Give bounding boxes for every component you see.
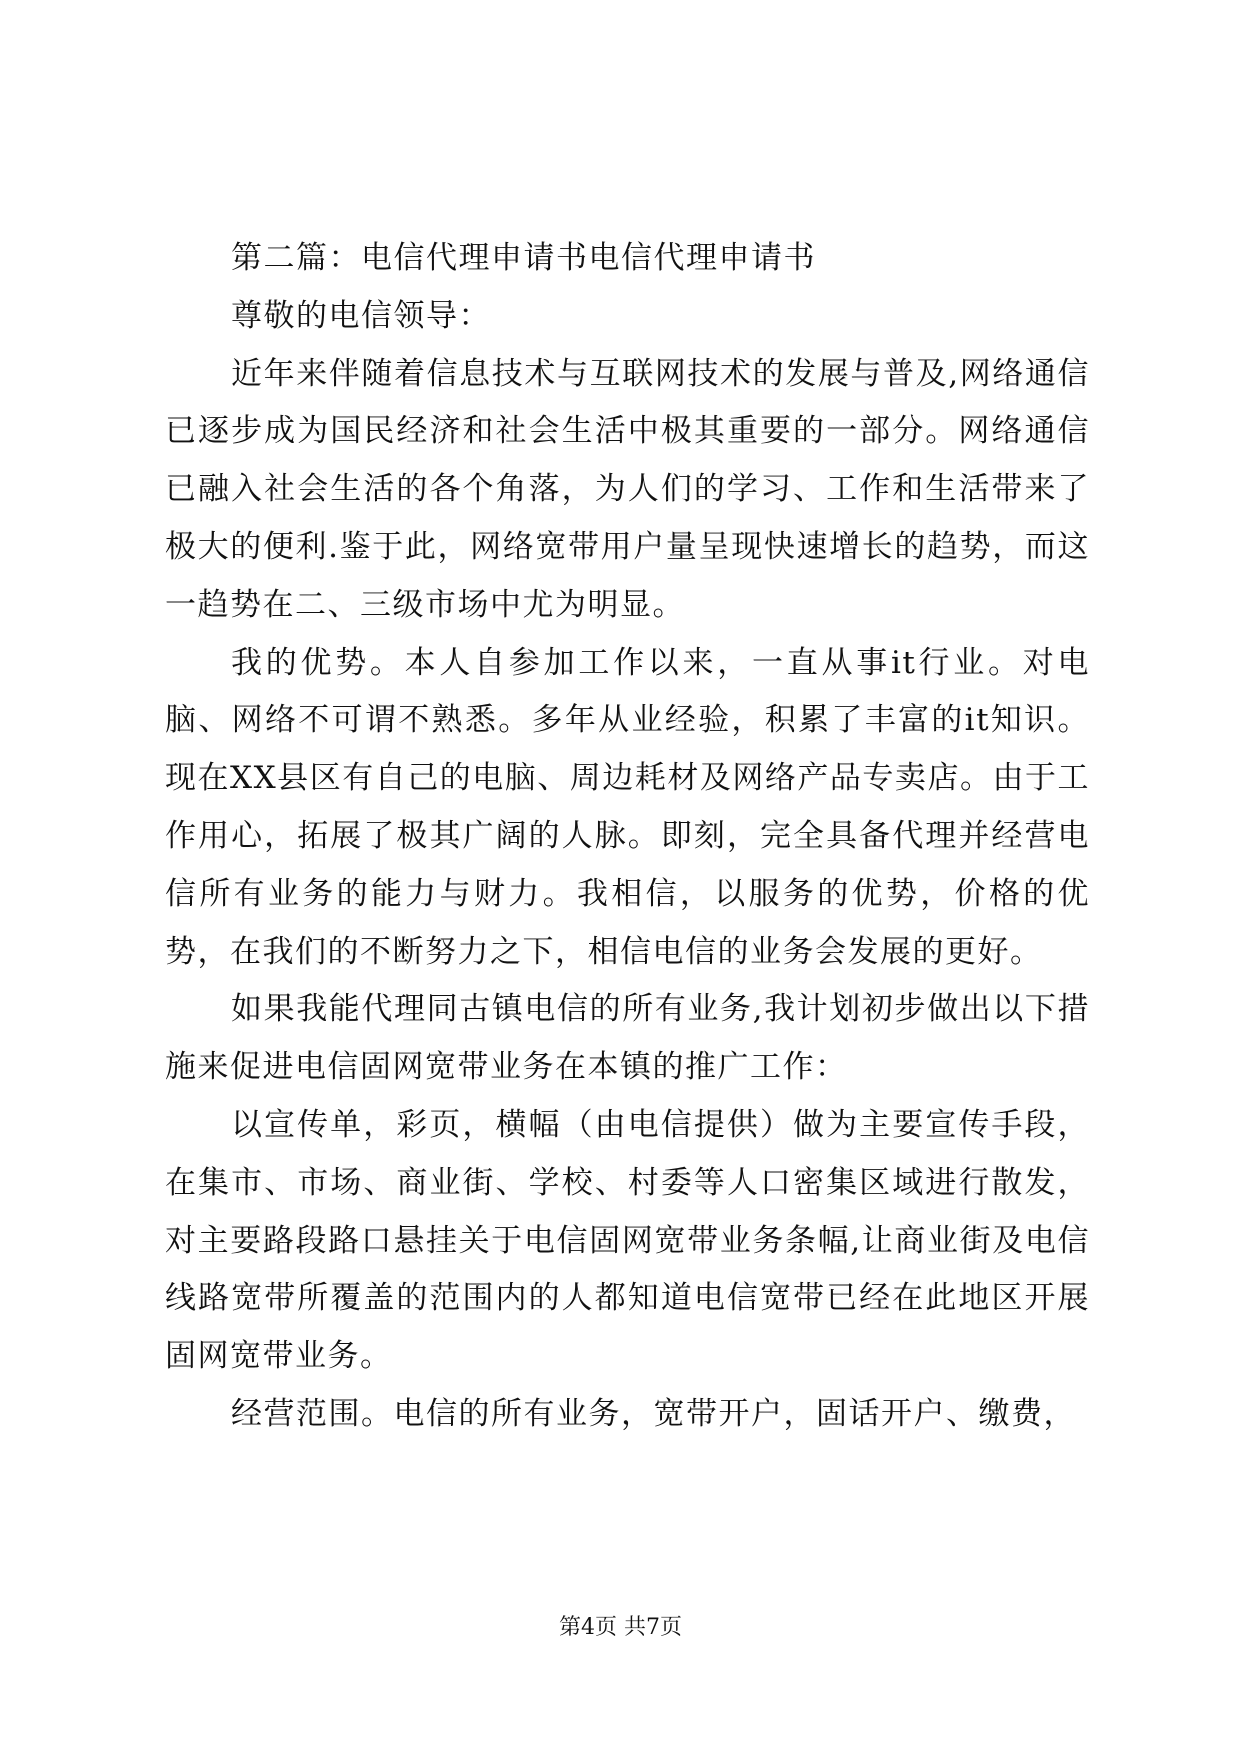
page-number-footer: 第4页 共7页	[559, 1615, 682, 1640]
salutation: 尊敬的电信领导：	[231, 297, 491, 334]
paragraph-plan-intro: 如果我能代理同古镇电信的所有业务,我计划初步做出以下措施来促进电信固网宽带业务在本镇的推广工作：	[165, 991, 1090, 1086]
paragraph-advantages: 我的优势。本人自参加工作以来，一直从事it行业。对电脑、网络不可谓不熟悉。多年从业经验，积累了丰富的it知识。现在XX县区有自己的电脑、周边耗材及网络产品专卖店。由于工作用心，拓展了极其广阔的人脉。即刻，完全具备代理并经营电信所有业务的能力与财力。我相信，以服务的优势，价格的优势，在我们的不断努力之下，相信电信的业务会发展的更好。	[165, 644, 1090, 970]
paragraph-background: 近年来伴随着信息技术与互联网技术的发展与普及,网络通信已逐步成为国民经济和社会生活中极其重要的一部分。网络通信已融入社会生活的各个角落，为人们的学习、工作和生活带来了极大的便利.鉴于此，网络宽带用户量呈现快速增长的趋势，而这一趋势在二、三级市场中尤为明显。	[165, 355, 1090, 623]
document-body	[165, 230, 1090, 1444]
section-heading: 第二篇：电信代理申请书电信代理申请书	[231, 240, 816, 276]
paragraph-promotion: 以宣传单，彩页，横幅（由电信提供）做为主要宣传手段，在集市、市场、商业街、学校、村委等人口密集区域进行散发，对主要路段路口悬挂关于电信固网宽带业务条幅,让商业街及电信线路宽带所覆盖的范围内的人都知道电信宽带已经在此地区开展固网宽带业务。	[165, 1106, 1090, 1375]
paragraph-business-scope: 经营范围。电信的所有业务，宽带开户，固话开户、缴费，	[231, 1395, 1076, 1432]
